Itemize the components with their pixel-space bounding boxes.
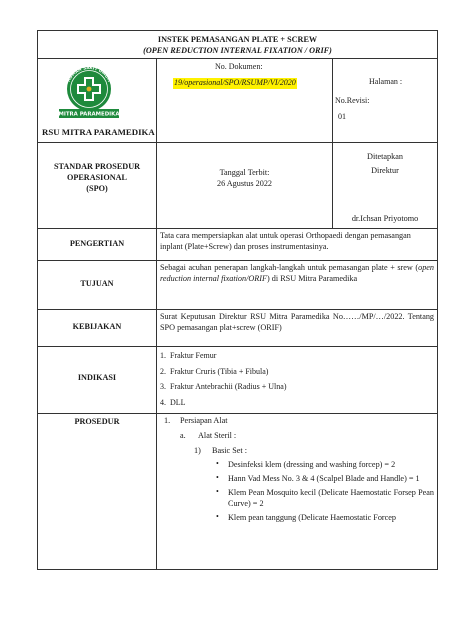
spo-title-cell	[38, 143, 157, 229]
logo-arc-text: RUMAH SAKIT UMUM	[65, 65, 113, 83]
hospital-logo	[56, 62, 122, 122]
list-item: • Hann Vad Mess No. 3 & 4 (Scalpel Blade and Handle) = 1	[216, 472, 420, 483]
spo-line-3: (SPO)	[86, 184, 108, 194]
issue-date-cell	[157, 143, 333, 229]
list-item: • Klem pean tanggung (Delicate Haemostatic Forcep	[216, 511, 397, 522]
logo-banner-text: MITRA PARAMEDIKA	[58, 111, 120, 118]
spo-line-2: OPERASIONAL	[66, 173, 128, 183]
document-title	[38, 31, 438, 59]
list-item: 2. Fraktur Cruris (Tibia + Fibula)	[160, 366, 269, 376]
tujuan-text	[157, 261, 438, 310]
section-indikasi	[38, 347, 438, 413]
section-kebijakan	[38, 310, 438, 347]
list-item: 3. Fraktur Antebrachii (Radius + Ulna)	[160, 382, 287, 392]
tujuan-text-a: Sebagai acuhan penerapan langkah-langkah untuk pemasangan plate + srew (	[160, 263, 419, 273]
prosedur-label: PROSEDUR	[38, 413, 157, 569]
spo-table	[37, 30, 438, 570]
pengertian-label: PENGERTIAN	[38, 229, 157, 261]
subtitle-line: (OPEN REDUCTION INTERNAL FIXATION / ORIF)	[143, 46, 332, 56]
indikasi-list	[157, 347, 438, 413]
logo-cell	[38, 59, 157, 143]
list-item: 4. DLL	[160, 397, 186, 407]
list-item: • Desinfeksi klem (dressing and washing forcep) = 2	[216, 458, 396, 469]
prosedur-step-1a: a. Alat Steril :	[180, 430, 237, 440]
section-pengertian	[38, 229, 438, 261]
section-prosedur	[38, 413, 438, 569]
approver-name: dr.Ichsan Priyotomo	[351, 214, 419, 224]
page-number-label: Halaman :	[369, 77, 403, 87]
page-number-cell	[333, 59, 438, 143]
revision-label: No.Revisi:	[335, 96, 370, 106]
list-item: 1. Fraktur Femur	[160, 351, 217, 361]
list-item: • Klem Pean Mosquito kecil (Delicate Haemostatic Forsep Pean Curve) = 2	[216, 486, 435, 508]
issue-date-label: Tanggal Terbit:	[219, 168, 270, 178]
prosedur-content	[157, 413, 438, 569]
approval-label: Ditetapkan	[367, 152, 403, 162]
prosedur-step-1: 1. Persiapan Alat	[164, 415, 228, 425]
hospital-name: RSU MITRA PARAMEDIKA	[42, 127, 155, 138]
revision-value: 01	[338, 112, 346, 122]
approval-cell	[333, 143, 438, 229]
pengertian-text: Tata cara mempersiapkan alat untuk operasi Orthopaedi dengan pemasangan inplant (Plate+Screw) dan proses instrumentasinya.	[157, 229, 438, 261]
tujuan-text-b: ) di RSU Mitra Paramedika	[267, 274, 358, 284]
tujuan-text-italic: open reduction internal fixation/ORIF	[160, 263, 435, 284]
spo-line-1: STANDAR PROSEDUR	[53, 162, 141, 172]
approver-title: Direktur	[371, 166, 399, 176]
kebijakan-text: Surat Keputusan Direktur RSU Mitra Paramedika No……/MP/…/2022. Tentang SPO pemasangan plat+screw (ORIF)	[157, 310, 438, 347]
prosedur-step-1a-1: 1) Basic Set :	[194, 445, 248, 455]
title-line: INSTEK PEMASANGAN PLATE + SCREW	[157, 35, 318, 44]
document-number-label: No. Dokumen:	[215, 62, 263, 72]
document-number-value: 19/operasional/SPO/RSUMP/VI/2020	[174, 78, 296, 88]
section-tujuan	[38, 261, 438, 310]
indikasi-label: INDIKASI	[38, 347, 157, 413]
tujuan-label: TUJUAN	[38, 261, 157, 310]
kebijakan-label: KEBIJAKAN	[38, 310, 157, 347]
document-number-cell	[157, 59, 370, 143]
issue-date-value: 26 Agustus 2022	[216, 179, 273, 189]
